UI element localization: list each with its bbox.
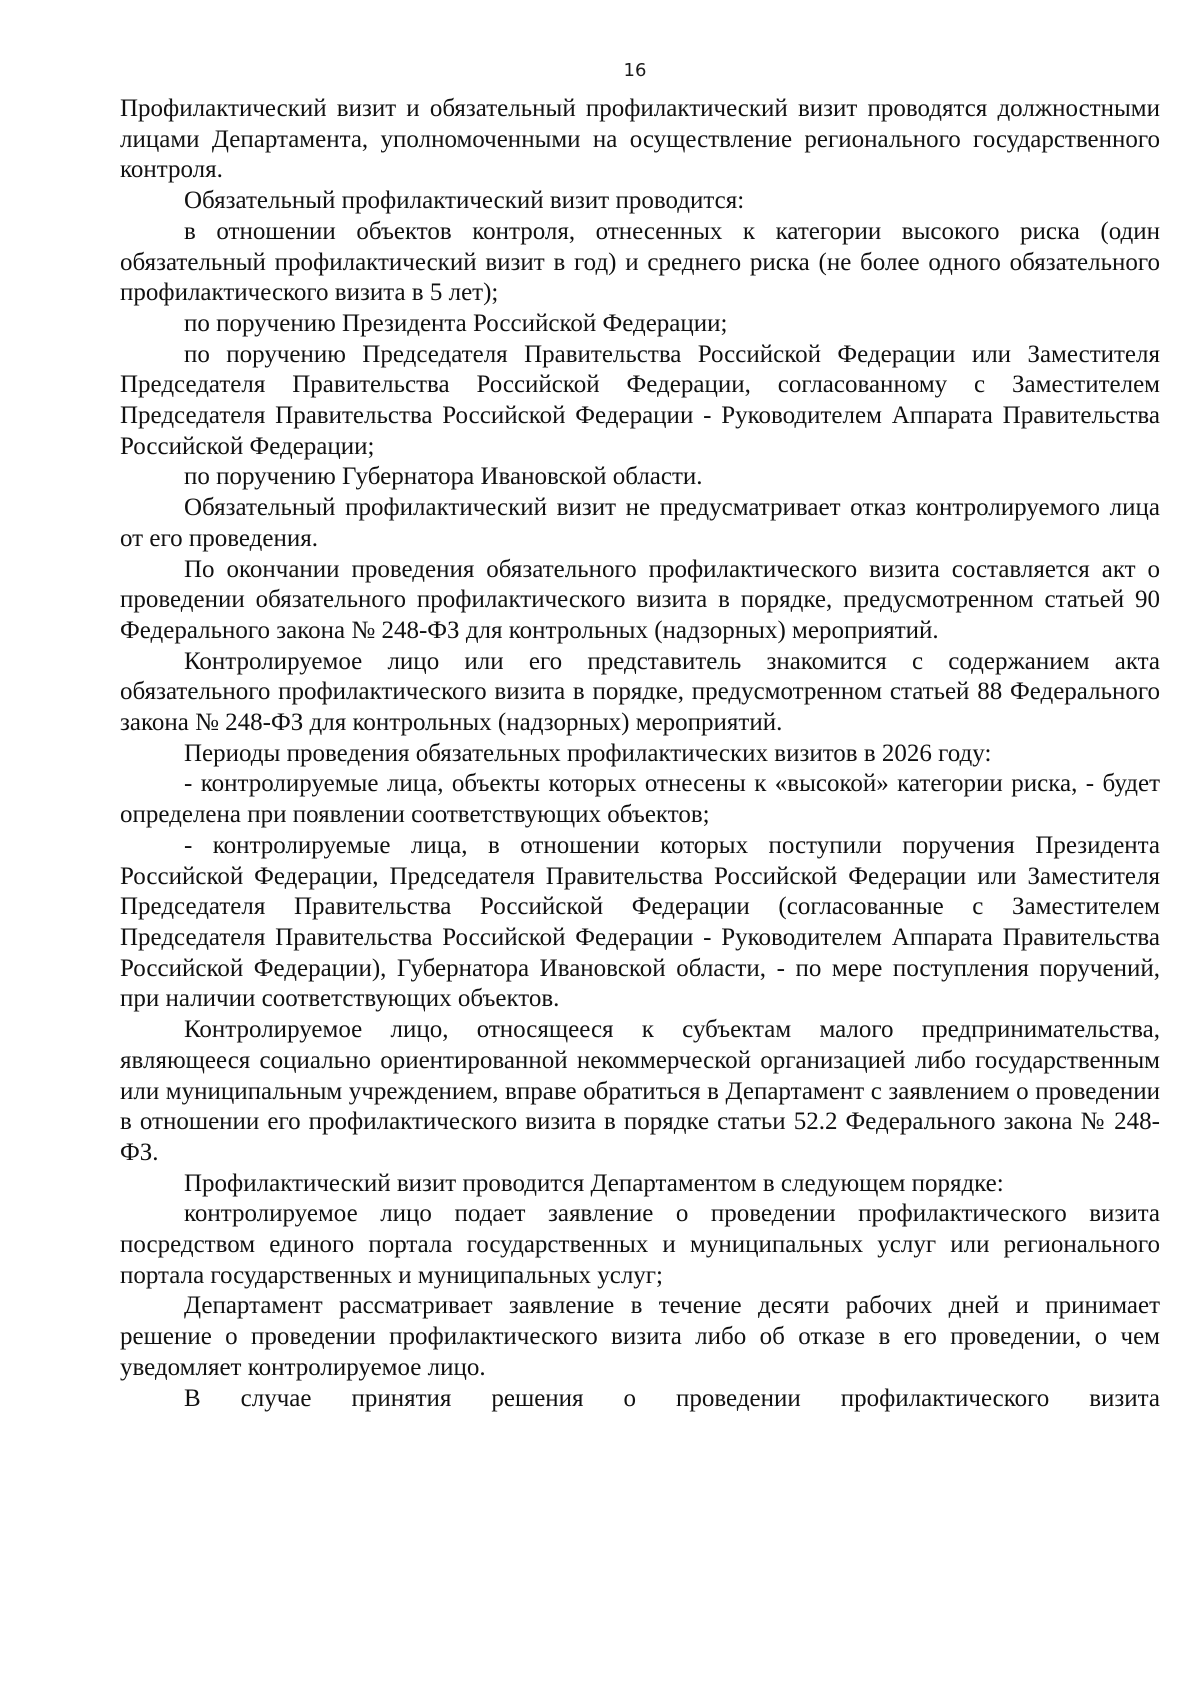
- paragraph-5: по поручению Председателя Правительства Российской Федерации или Заместителя Председателя Правительства Российской Федерации, согласованному с Заместителем Председателя Правительства Российской Федерации - Руководителем Аппарата Правительства Российской Федерации;: [120, 340, 1160, 460]
- paragraph-4: по поручению Президента Российской Федерации;: [184, 309, 728, 337]
- paragraph-8: По окончании проведения обязательного профилактического визита составляется акт о проведении обязательного профилактического визита в порядке, предусмотренном статьей 90 Федерального закона № 248-ФЗ для контрольных (надзорных) мероприятий.: [120, 555, 1160, 644]
- paragraph-1: Профилактический визит и обязательный профилактический визит проводятся должностными лицами Департамента, уполномоченными на осуществление регионального государственного контроля.: [120, 95, 1160, 184]
- document-body: [120, 94, 1160, 1414]
- paragraph-11: - контролируемые лица, объекты которых отнесены к «высокой» категории риска, - будет определена при появлении соответствующих объектов;: [120, 770, 1160, 829]
- paragraph-6: по поручению Губернатора Ивановской области.: [184, 463, 703, 491]
- paragraph-17: В случае принятия решения о проведении профилактического визита: [184, 1384, 1160, 1412]
- paragraph-14: Профилактический визит проводится Департаментом в следующем порядке:: [184, 1169, 1004, 1197]
- paragraph-7: Обязательный профилактический визит не предусматривает отказ контролируемого лица от его проведения.: [120, 494, 1160, 552]
- page-number: 16: [623, 60, 647, 81]
- paragraph-15: контролируемое лицо подает заявление о проведении профилактического визита посредством единого портала государственных и муниципальных услуг или регионального портала государственных и муниципальных услуг;: [120, 1200, 1160, 1289]
- paragraph-3: в отношении объектов контроля, отнесенных к категории высокого риска (один обязательный профилактический визит в год) и среднего риска (не более одного обязательного профилактического визита в 5 лет);: [120, 217, 1160, 307]
- paragraph-10: Периоды проведения обязательных профилактических визитов в 2026 году:: [184, 739, 992, 767]
- paragraph-2: Обязательный профилактический визит проводится:: [184, 187, 745, 215]
- paragraph-9: Контролируемое лицо или его представитель знакомится с содержанием акта обязательного профилактического визита в порядке, предусмотренном статьей 88 Федерального закона № 248-ФЗ для контрольных (надзорных) мероприятий.: [120, 647, 1160, 737]
- paragraph-12: - контролируемые лица, в отношении которых поступили поручения Президента Российской Федерации, Председателя Правительства Российской Федерации или Заместителя Председателя Правительства Российской Федерации (согласованные с Заместителем Председателя Правительства Российской Федерации - Руководителем Аппарата Правительства Российской Федерации), Губернатора Ивановской области, - по мере поступления поручений, при наличии соответствующих объектов.: [120, 831, 1160, 1013]
- paragraph-16: Департамент рассматривает заявление в течение десяти рабочих дней и принимает решение о проведении профилактического визита либо об отказе в его проведении, о чем уведомляет контролируемое лицо.: [120, 1292, 1160, 1381]
- paragraph-13: Контролируемое лицо, относящееся к субъектам малого предпринимательства, являющееся социально ориентированной некоммерческой организацией либо государственным или муниципальным учреждением, вправе обратиться в Департамент с заявлением о проведении в отношении его профилактического визита в порядке статьи 52.2 Федерального закона № 248-ФЗ.: [120, 1016, 1160, 1166]
